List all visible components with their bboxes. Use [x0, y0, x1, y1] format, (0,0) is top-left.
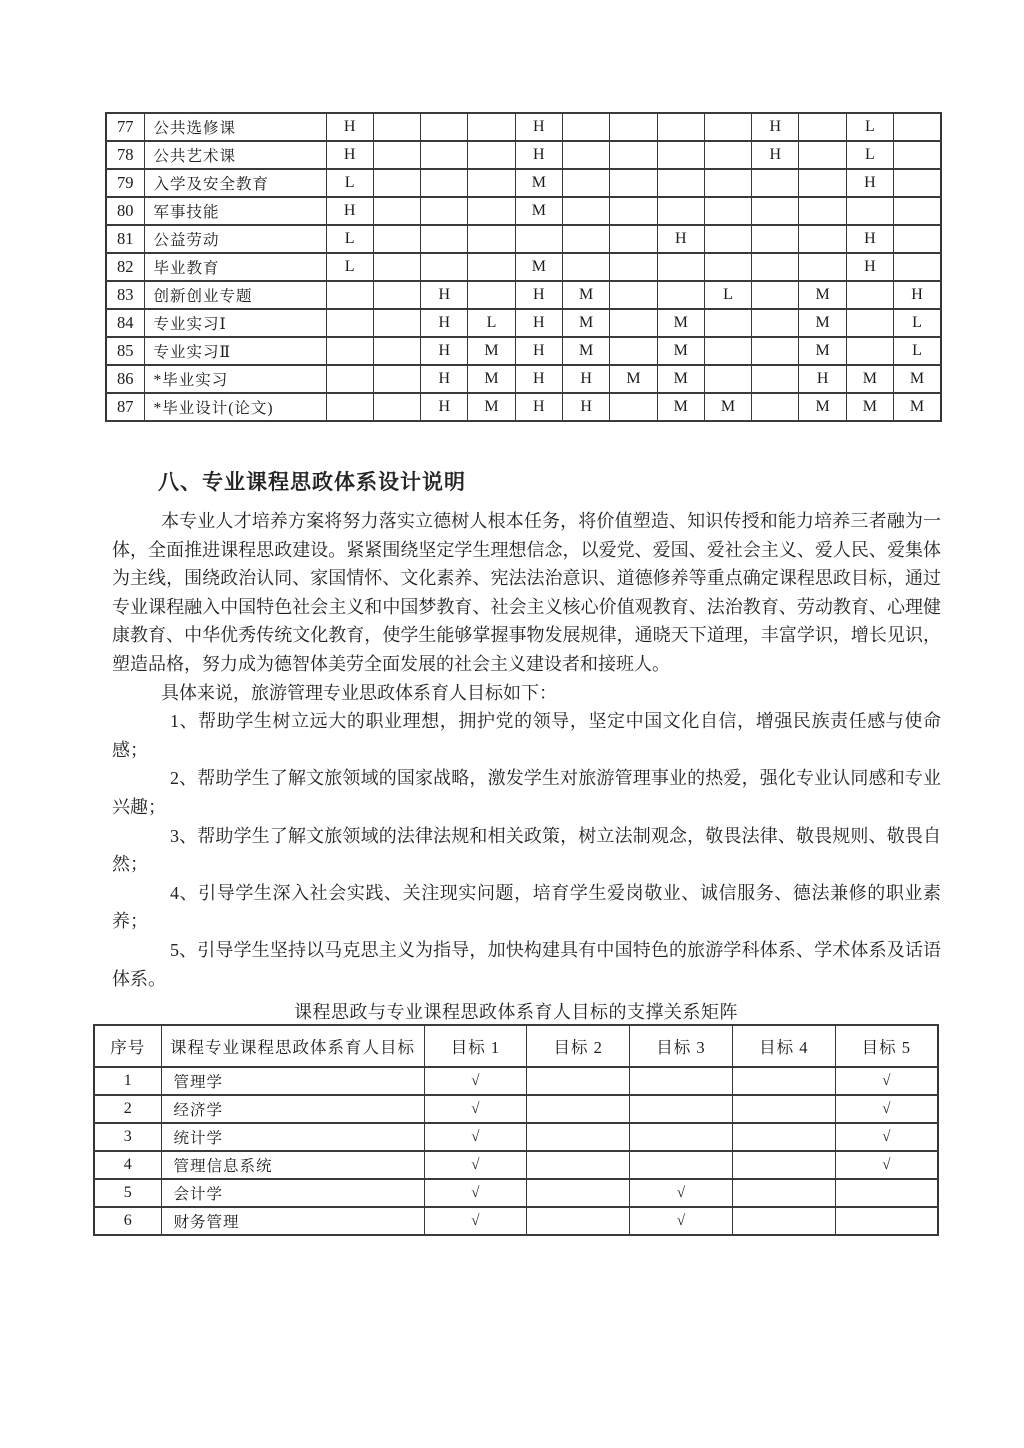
- row-number: 5: [94, 1179, 161, 1207]
- support-level-cell: H: [421, 281, 468, 309]
- course-number: 83: [106, 281, 144, 309]
- course-row: [106, 337, 941, 365]
- goal-check-cell: √: [424, 1067, 527, 1095]
- support-level-cell: [610, 197, 657, 225]
- support-level-cell: [799, 197, 846, 225]
- support-level-cell: [468, 113, 515, 141]
- header-cell-no: 序号: [94, 1025, 161, 1067]
- support-level-cell: [657, 113, 704, 141]
- matrix-row: [94, 1179, 938, 1207]
- support-level-cell: [468, 169, 515, 197]
- support-level-cell: [704, 309, 751, 337]
- course-number: 77: [106, 113, 144, 141]
- support-level-cell: M: [657, 365, 704, 393]
- course-name: *毕业设计(论文): [144, 393, 326, 421]
- support-level-cell: [799, 253, 846, 281]
- support-level-cell: H: [515, 393, 562, 421]
- support-level-cell: [610, 169, 657, 197]
- support-level-cell: M: [515, 197, 562, 225]
- support-level-cell: [752, 225, 799, 253]
- goal-check-cell: [527, 1067, 630, 1095]
- course-name: 管理信息系统: [161, 1151, 424, 1179]
- support-level-cell: [373, 281, 420, 309]
- course-number: 87: [106, 393, 144, 421]
- support-level-cell: [704, 337, 751, 365]
- support-level-cell: [846, 197, 893, 225]
- support-level-cell: H: [752, 113, 799, 141]
- support-level-cell: H: [894, 281, 941, 309]
- support-level-cell: [704, 365, 751, 393]
- support-level-cell: H: [515, 113, 562, 141]
- header-cell-course: 课程专业课程思政体系育人目标: [161, 1025, 424, 1067]
- course-number: 81: [106, 225, 144, 253]
- support-level-cell: M: [657, 337, 704, 365]
- matrix-row: [94, 1151, 938, 1179]
- support-level-cell: L: [894, 309, 941, 337]
- support-level-cell: M: [562, 337, 609, 365]
- support-level-cell: [704, 225, 751, 253]
- course-name: 经济学: [161, 1095, 424, 1123]
- support-level-cell: H: [421, 309, 468, 337]
- support-level-cell: [610, 225, 657, 253]
- support-level-cell: [326, 365, 373, 393]
- header-cell-goal-5: 目标 5: [835, 1025, 938, 1067]
- support-level-cell: L: [846, 113, 893, 141]
- header-cell-goal-2: 目标 2: [527, 1025, 630, 1067]
- support-level-cell: H: [846, 225, 893, 253]
- support-level-cell: [421, 141, 468, 169]
- support-level-cell: [610, 309, 657, 337]
- support-level-cell: M: [610, 365, 657, 393]
- goal-check-cell: √: [424, 1123, 527, 1151]
- course-name: 毕业教育: [144, 253, 326, 281]
- matrix-row: [94, 1123, 938, 1151]
- support-level-cell: M: [704, 393, 751, 421]
- support-level-cell: H: [515, 337, 562, 365]
- course-name: 军事技能: [144, 197, 326, 225]
- support-level-cell: [799, 141, 846, 169]
- support-level-cell: L: [894, 337, 941, 365]
- row-number: 6: [94, 1207, 161, 1235]
- support-level-cell: H: [326, 197, 373, 225]
- support-level-cell: [894, 225, 941, 253]
- support-level-cell: [610, 113, 657, 141]
- support-level-cell: [752, 393, 799, 421]
- ideology-goal-matrix-table: [93, 1024, 939, 1236]
- support-level-cell: H: [515, 365, 562, 393]
- support-level-cell: L: [326, 225, 373, 253]
- support-level-cell: H: [562, 393, 609, 421]
- support-level-cell: M: [515, 169, 562, 197]
- support-level-cell: H: [846, 253, 893, 281]
- support-level-cell: [894, 141, 941, 169]
- support-level-cell: [657, 169, 704, 197]
- support-level-cell: [752, 281, 799, 309]
- row-number: 4: [94, 1151, 161, 1179]
- intro-paragraph: 本专业人才培养方案将努力落实立德树人根本任务，将价值塑造、知识传授和能力培养三者融为一体，全面推进课程思政建设。紧紧围绕坚定学生理想信念，以爱党、爱国、爱社会主义、爱人民、爱集体为主线，围绕政治认同、家国情怀、文化素养、宪法法治意识、道德修养等重点确定课程思政目标，通过专业课程融入中国特色社会主义和中国梦教育、社会主义核心价值观教育、法治教育、劳动教育、心理健康教育、中华优秀传统文化教育，使学生能够掌握事物发展规律，通晓天下道理，丰富学识，增长见识，塑造品格，努力成为德智体美劳全面发展的社会主义建设者和接班人。: [112, 511, 941, 674]
- support-level-cell: [326, 281, 373, 309]
- support-level-cell: [657, 281, 704, 309]
- goal-check-cell: √: [424, 1095, 527, 1123]
- course-name: 公益劳动: [144, 225, 326, 253]
- support-level-cell: M: [894, 365, 941, 393]
- goal-check-cell: [732, 1179, 835, 1207]
- goal-check-cell: [527, 1151, 630, 1179]
- course-number: 85: [106, 337, 144, 365]
- support-level-cell: H: [326, 113, 373, 141]
- support-level-cell: [373, 253, 420, 281]
- goal-check-cell: [732, 1207, 835, 1235]
- support-level-cell: [657, 253, 704, 281]
- header-cell-goal-1: 目标 1: [424, 1025, 527, 1067]
- support-level-cell: [846, 337, 893, 365]
- course-name: 公共选修课: [144, 113, 326, 141]
- support-level-cell: L: [468, 309, 515, 337]
- support-level-cell: H: [515, 141, 562, 169]
- goal-check-cell: [630, 1123, 733, 1151]
- support-level-cell: [752, 169, 799, 197]
- goal-check-cell: √: [630, 1207, 733, 1235]
- support-level-cell: [610, 281, 657, 309]
- support-level-cell: [752, 309, 799, 337]
- support-level-cell: H: [326, 141, 373, 169]
- row-number: 3: [94, 1123, 161, 1151]
- matrix-header-row: [94, 1025, 938, 1067]
- matrix-table-body: [94, 1067, 938, 1235]
- course-row: [106, 281, 941, 309]
- goal-item-list: [112, 707, 941, 993]
- support-level-cell: [610, 393, 657, 421]
- goal-item: 5、引导学生坚持以马克思主义为指导，加快构建具有中国特色的旅游学科体系、学术体系及话语体系。: [112, 939, 941, 989]
- goal-check-cell: [732, 1095, 835, 1123]
- support-level-cell: [894, 113, 941, 141]
- course-number: 80: [106, 197, 144, 225]
- section-text-block: [112, 507, 941, 993]
- support-level-cell: M: [468, 337, 515, 365]
- matrix-table-title: 课程思政与专业课程思政体系育人目标的支撑关系矩阵: [294, 1002, 738, 1022]
- support-level-cell: M: [846, 393, 893, 421]
- course-row: [106, 113, 941, 141]
- goal-check-cell: [527, 1123, 630, 1151]
- course-name: *毕业实习: [144, 365, 326, 393]
- goal-check-cell: √: [835, 1123, 938, 1151]
- course-name: 财务管理: [161, 1207, 424, 1235]
- course-number: 82: [106, 253, 144, 281]
- support-level-cell: M: [799, 309, 846, 337]
- support-level-cell: [752, 197, 799, 225]
- goal-check-cell: √: [424, 1207, 527, 1235]
- support-level-cell: [373, 225, 420, 253]
- support-level-cell: M: [799, 393, 846, 421]
- support-level-cell: M: [846, 365, 893, 393]
- header-cell-goal-3: 目标 3: [630, 1025, 733, 1067]
- support-level-cell: [373, 141, 420, 169]
- support-level-cell: [799, 225, 846, 253]
- course-name: 管理学: [161, 1067, 424, 1095]
- support-level-cell: [468, 141, 515, 169]
- support-level-cell: H: [421, 365, 468, 393]
- support-level-cell: H: [421, 337, 468, 365]
- course-row: [106, 169, 941, 197]
- course-row: [106, 393, 941, 421]
- support-level-cell: [562, 141, 609, 169]
- course-name: 会计学: [161, 1179, 424, 1207]
- support-level-cell: M: [657, 309, 704, 337]
- course-row: [106, 309, 941, 337]
- goal-check-cell: √: [424, 1151, 527, 1179]
- goal-check-cell: [732, 1067, 835, 1095]
- support-level-cell: [610, 253, 657, 281]
- support-level-cell: [326, 393, 373, 421]
- course-number: 78: [106, 141, 144, 169]
- support-level-cell: [373, 197, 420, 225]
- support-level-cell: M: [657, 393, 704, 421]
- goal-check-cell: √: [835, 1095, 938, 1123]
- support-level-cell: [373, 113, 420, 141]
- support-level-cell: [373, 393, 420, 421]
- support-level-cell: L: [326, 169, 373, 197]
- support-level-cell: [468, 281, 515, 309]
- support-level-cell: L: [326, 253, 373, 281]
- support-level-cell: [326, 309, 373, 337]
- matrix-row: [94, 1095, 938, 1123]
- goal-check-cell: [630, 1151, 733, 1179]
- goal-check-cell: [732, 1151, 835, 1179]
- course-row: [106, 197, 941, 225]
- support-level-cell: [326, 337, 373, 365]
- course-name: 公共艺术课: [144, 141, 326, 169]
- support-level-cell: M: [799, 337, 846, 365]
- support-level-cell: [468, 197, 515, 225]
- support-level-cell: [610, 141, 657, 169]
- header-cell-goal-4: 目标 4: [732, 1025, 835, 1067]
- support-level-cell: H: [421, 393, 468, 421]
- support-level-cell: [562, 113, 609, 141]
- goal-check-cell: [527, 1207, 630, 1235]
- support-level-cell: [515, 225, 562, 253]
- support-level-cell: [894, 253, 941, 281]
- goal-check-cell: [732, 1123, 835, 1151]
- support-level-cell: [894, 197, 941, 225]
- support-level-cell: M: [468, 365, 515, 393]
- support-level-cell: [752, 365, 799, 393]
- support-level-cell: [704, 197, 751, 225]
- support-level-cell: [421, 225, 468, 253]
- matrix-row: [94, 1207, 938, 1235]
- goal-check-cell: √: [835, 1067, 938, 1095]
- support-level-cell: [657, 141, 704, 169]
- course-name: 入学及安全教育: [144, 169, 326, 197]
- course-name: 专业实习Ⅱ: [144, 337, 326, 365]
- course-row: [106, 225, 941, 253]
- support-level-cell: H: [562, 365, 609, 393]
- section-heading: 八、专业课程思政体系设计说明: [158, 471, 466, 494]
- lead-paragraph: 具体来说，旅游管理专业思政体系育人目标如下：: [161, 682, 557, 703]
- support-level-cell: [373, 337, 420, 365]
- goal-check-cell: [527, 1095, 630, 1123]
- course-row: [106, 253, 941, 281]
- course-number: 79: [106, 169, 144, 197]
- course-row: [106, 141, 941, 169]
- support-level-cell: [894, 169, 941, 197]
- support-level-cell: M: [894, 393, 941, 421]
- support-level-cell: [799, 169, 846, 197]
- goal-check-cell: √: [835, 1151, 938, 1179]
- support-level-cell: L: [846, 141, 893, 169]
- support-level-cell: [799, 113, 846, 141]
- support-level-cell: [421, 113, 468, 141]
- matrix-table-header: [94, 1025, 938, 1067]
- goal-item: 2、帮助学生了解文旅领域的国家战略，激发学生对旅游管理事业的热爱，强化专业认同感和专业兴趣；: [112, 768, 941, 817]
- support-level-cell: [752, 253, 799, 281]
- support-level-cell: [846, 309, 893, 337]
- course-name: 统计学: [161, 1123, 424, 1151]
- matrix-row: [94, 1067, 938, 1095]
- goal-item: 4、引导学生深入社会实践、关注现实问题，培育学生爱岗敬业、诚信服务、德法兼修的职业素养；: [112, 882, 941, 932]
- support-level-cell: [562, 197, 609, 225]
- goal-item: 3、帮助学生了解文旅领域的法律法规和相关政策，树立法制观念，敬畏法律、敬畏规则、敬畏自然；: [112, 825, 941, 875]
- support-level-cell: [562, 225, 609, 253]
- support-level-cell: H: [657, 225, 704, 253]
- support-level-cell: H: [799, 365, 846, 393]
- support-level-cell: M: [562, 309, 609, 337]
- support-level-cell: [846, 281, 893, 309]
- course-number: 84: [106, 309, 144, 337]
- support-level-cell: [610, 337, 657, 365]
- goal-check-cell: [835, 1179, 938, 1207]
- support-level-cell: M: [799, 281, 846, 309]
- course-number: 86: [106, 365, 144, 393]
- course-name: 创新创业专题: [144, 281, 326, 309]
- support-level-cell: [704, 253, 751, 281]
- course-row: [106, 365, 941, 393]
- support-level-cell: H: [752, 141, 799, 169]
- goal-check-cell: [630, 1095, 733, 1123]
- support-level-cell: M: [515, 253, 562, 281]
- support-level-cell: [562, 169, 609, 197]
- support-level-cell: [421, 253, 468, 281]
- row-number: 2: [94, 1095, 161, 1123]
- support-level-cell: L: [704, 281, 751, 309]
- course-name: 专业实习Ⅰ: [144, 309, 326, 337]
- support-level-cell: M: [468, 393, 515, 421]
- support-level-cell: H: [515, 281, 562, 309]
- support-level-cell: [421, 169, 468, 197]
- goal-item: 1、帮助学生树立远大的职业理想，拥护党的领导，坚定中国文化自信，增强民族责任感与使命感；: [112, 711, 941, 760]
- support-level-cell: [704, 169, 751, 197]
- support-level-cell: [752, 337, 799, 365]
- support-level-cell: [373, 309, 420, 337]
- goal-check-cell: √: [424, 1179, 527, 1207]
- goal-check-cell: [527, 1179, 630, 1207]
- support-level-cell: [657, 197, 704, 225]
- support-level-cell: [562, 253, 609, 281]
- support-level-cell: H: [515, 309, 562, 337]
- goal-check-cell: √: [630, 1179, 733, 1207]
- support-level-cell: [468, 225, 515, 253]
- support-level-cell: [373, 365, 420, 393]
- support-level-cell: H: [846, 169, 893, 197]
- course-table-body: [106, 113, 941, 421]
- support-level-cell: [421, 197, 468, 225]
- support-level-cell: [704, 113, 751, 141]
- support-level-cell: [468, 253, 515, 281]
- support-level-cell: [373, 169, 420, 197]
- goal-check-cell: [835, 1207, 938, 1235]
- course-support-matrix-table: [105, 112, 942, 422]
- goal-check-cell: [630, 1067, 733, 1095]
- row-number: 1: [94, 1067, 161, 1095]
- support-level-cell: M: [562, 281, 609, 309]
- support-level-cell: [704, 141, 751, 169]
